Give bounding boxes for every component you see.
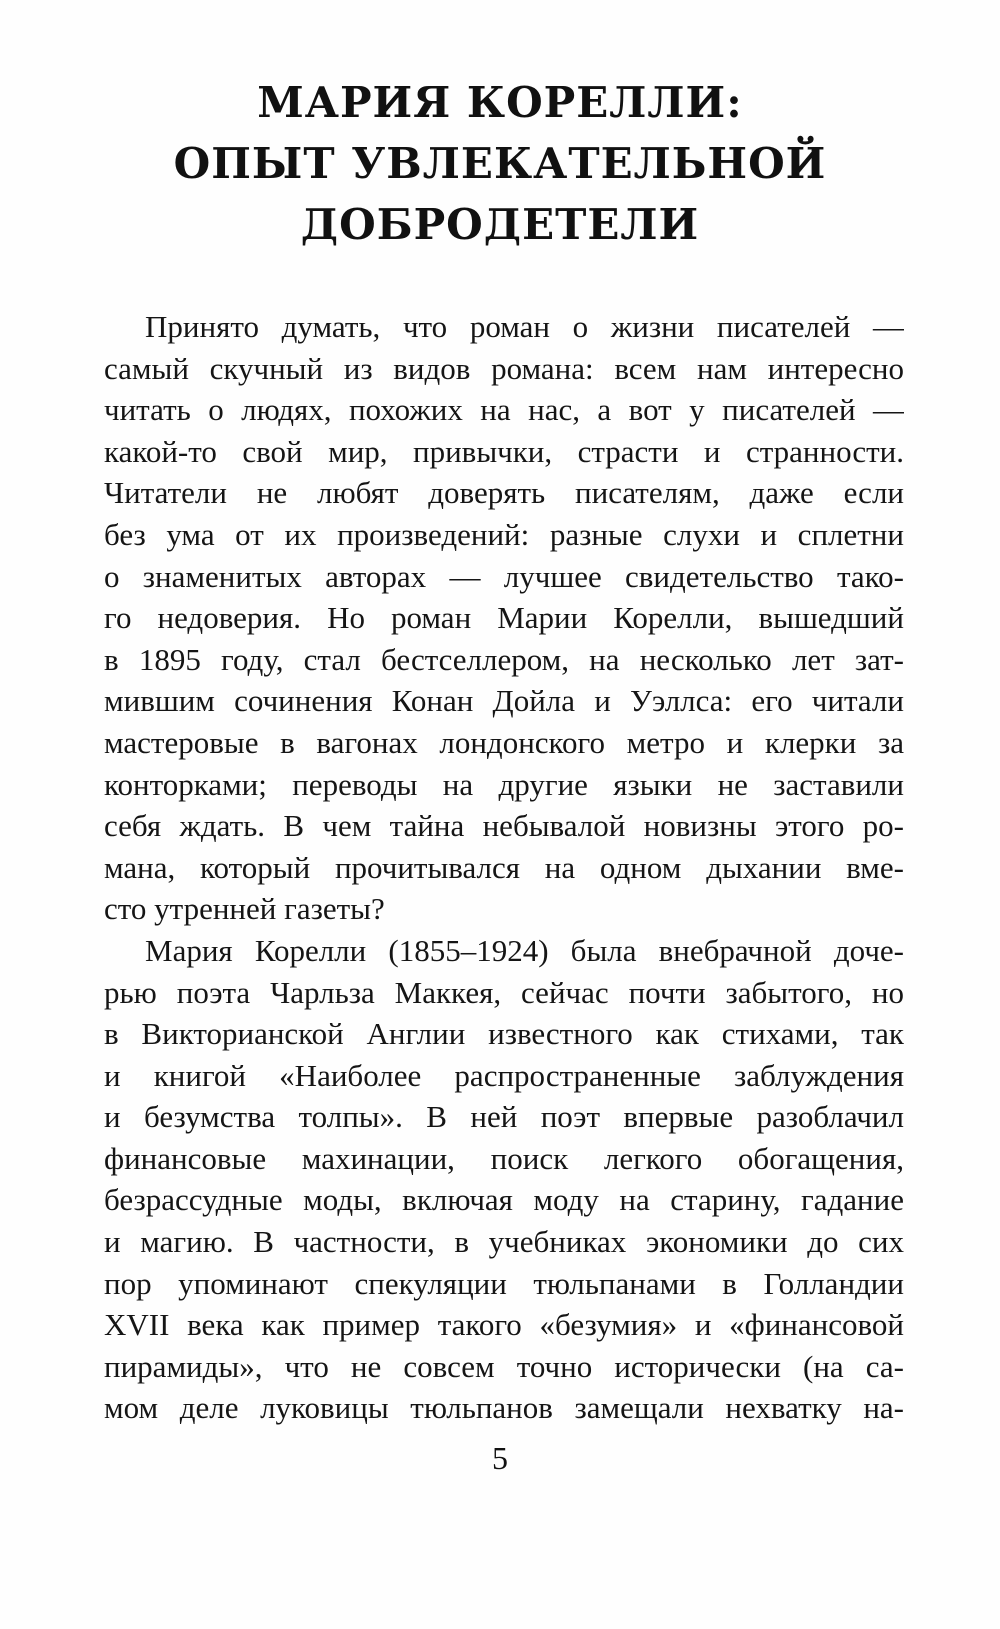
text-line: рью поэта Чарльза Маккея, сейчас почти забытого, но — [104, 974, 904, 1010]
text-line: в Викторианской Англии известного как стихами, так — [104, 1016, 904, 1052]
page-number: 5 — [492, 1440, 508, 1476]
text-line: мившим сочинения Конан Дойла и Уэллса: его читали — [104, 683, 904, 719]
chapter-title — [0, 72, 1000, 255]
text-line: финансовые махинации, поиск легкого обогащения, — [104, 1140, 904, 1176]
text-line: без ума от их произведений: разные слухи и сплетни — [104, 516, 904, 552]
text-line: самый скучный из видов романа: всем нам интересно — [104, 350, 904, 386]
text-line: безрассудные моды, включая моду на старину, гадание — [104, 1182, 904, 1218]
text-line: XVII века как пример такого «безумия» и «финансовой — [104, 1307, 904, 1343]
text-line: и безумства толпы». В ней поэт впервые разоблачил — [104, 1099, 904, 1135]
text-line: го недоверия. Но роман Марии Корелли, вышедший — [104, 600, 904, 636]
paragraph — [104, 306, 904, 930]
text-line: и книгой «Наиболее распространенные заблуждения — [104, 1057, 904, 1093]
chapter-title-line: ДОБРОДЕТЕЛИ — [300, 200, 700, 249]
text-line: Читатели не любят доверять писателям, даже если — [104, 475, 904, 511]
text-line: сто утренней газеты? — [104, 891, 385, 927]
chapter-title-line: ОПЫТ УВЛЕКАТЕЛЬНОЙ — [173, 139, 827, 188]
text-line: Принято думать, что роман о жизни писателей — — [145, 309, 904, 344]
text-line: мана, который прочитывался на одном дыхании вме- — [104, 849, 904, 885]
text-line: пирамиды», что не совсем точно исторически (на са- — [104, 1348, 904, 1384]
text-line: Мария Корелли (1855–1924) была внебрачной доче- — [145, 932, 904, 968]
text-line: конторками; переводы на другие языки не заставили — [104, 766, 904, 802]
text-line: мом деле луковицы тюльпанов замещали нехватку на- — [104, 1390, 904, 1426]
text-line: пор упоминают спекуляции тюльпанами в Голландии — [104, 1265, 904, 1301]
text-line: какой-то свой мир, привычки, страсти и странности. — [104, 433, 904, 469]
text-line: о знаменитых авторах — лучшее свидетельство тако- — [104, 558, 904, 594]
text-line: и магию. В частности, в учебниках экономики до сих — [104, 1224, 904, 1260]
chapter-body — [104, 306, 904, 1429]
text-line: мастеровые в вагонах лондонского метро и клерки за — [104, 724, 904, 760]
text-line: читать о людях, похожих на нас, а вот у писателей — — [104, 392, 904, 428]
text-line: себя ждать. В чем тайна небывалой новизны этого ро- — [104, 808, 904, 844]
text-line: в 1895 году, стал бестселлером, на несколько лет зат- — [104, 641, 904, 677]
paragraph — [104, 930, 904, 1429]
chapter-title-line: МАРИЯ КОРЕЛЛИ: — [257, 78, 743, 127]
